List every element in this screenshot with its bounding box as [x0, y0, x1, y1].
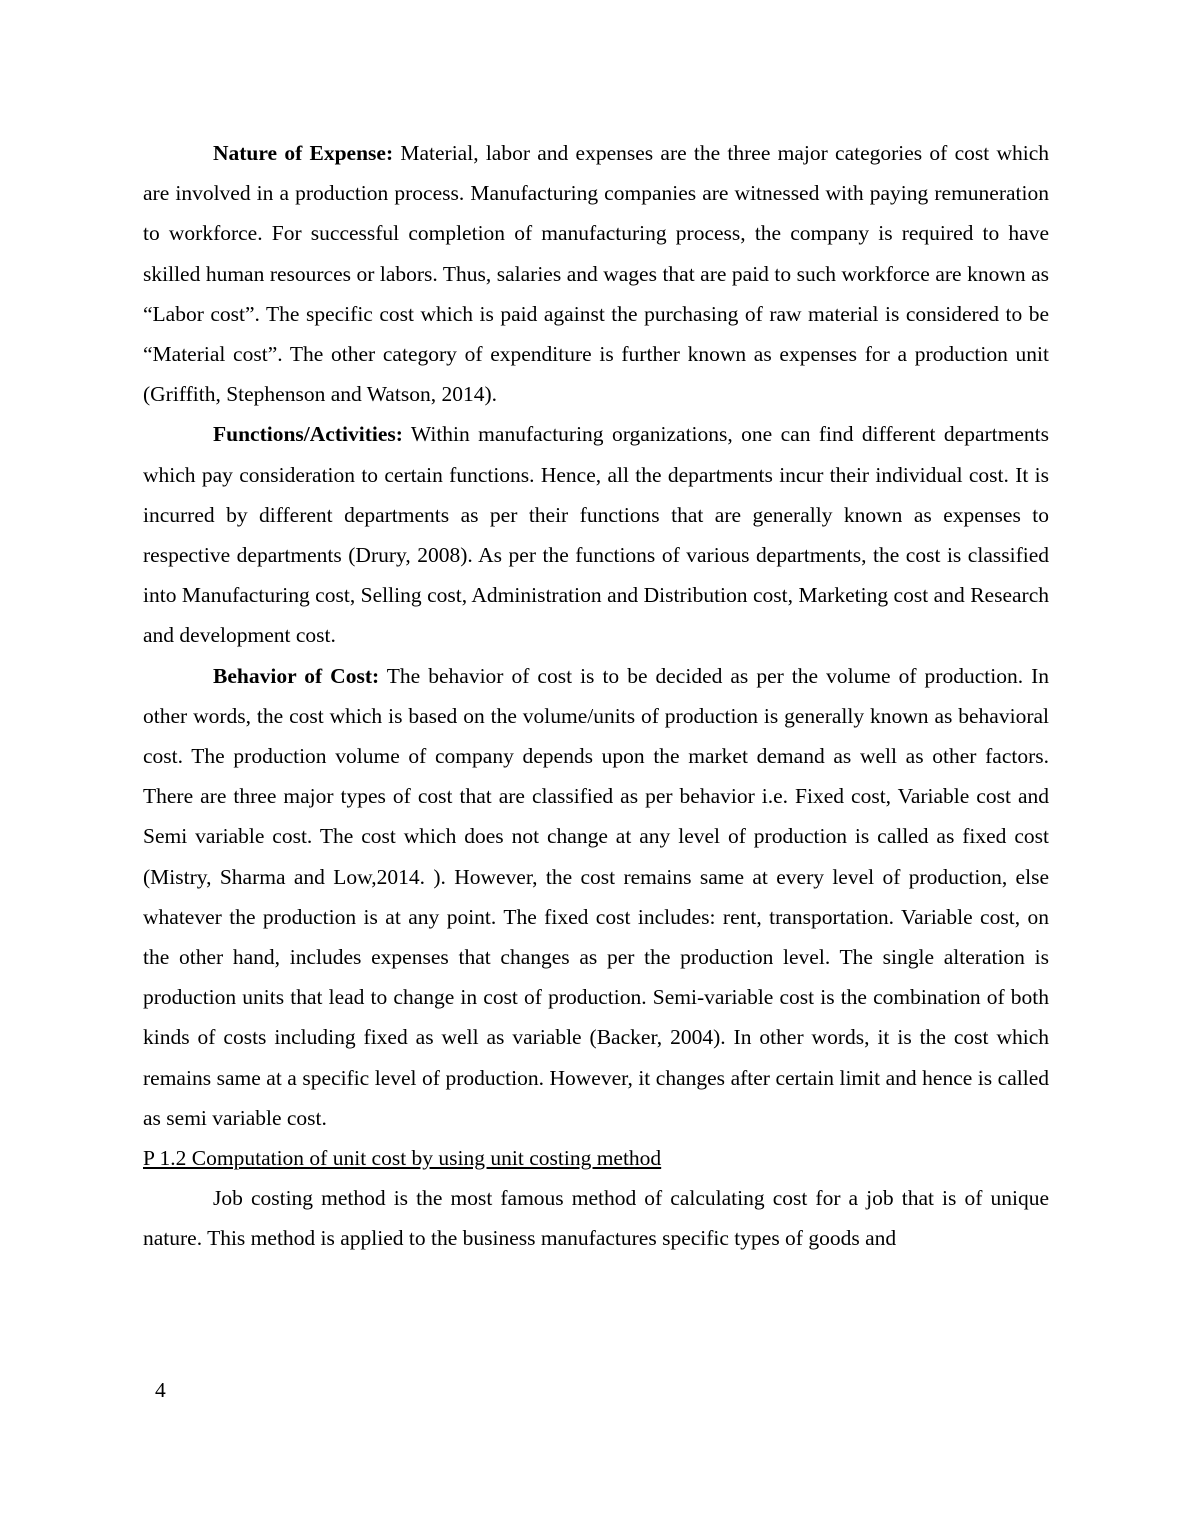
paragraph-nature-of-expense [143, 133, 1049, 414]
paragraph-text: Within manufacturing organizations, one can find different departments which pay consideration to certain functions. Hence, all the departments incur their individual cost. It is incurred by different departments as per their functions that are generally known as expenses to respective departments (Drury, 2008). As per the functions of various departments, the cost is classified into Manufacturing cost, Selling cost, Administration and Distribution cost, Marketing cost and Research and development cost. [143, 422, 1049, 648]
paragraph-lead: Behavior of Cost: [213, 663, 380, 688]
page-number: 4 [155, 1378, 166, 1402]
paragraph-text: Material, labor and expenses are the three major categories of cost which are involved in a production process. Manufacturing companies are witnessed with paying remuneration to workforce. For successful completion of manufacturing process, the company is required to have skilled human resources or labors. Thus, salaries and wages that are paid to such workforce are known as “Labor cost”. The specific cost which is paid against the purchasing of raw material is considered to be “Material cost”. The other category of expenditure is further known as expenses for a production unit (Griffith, Stephenson and Watson, 2014). [143, 141, 1050, 407]
paragraph-lead: Functions/Activities: [213, 422, 403, 447]
paragraph-behavior-of-cost [143, 656, 1049, 1138]
document-body [143, 133, 1049, 1259]
paragraph-functions-activities [143, 414, 1049, 655]
paragraph-text: The behavior of cost is to be decided as per the volume of production. In other words, the cost which is based on the volume/units of production is generally known as behavioral cost. The production volume of company depends upon the market demand as well as other factors. There are three major types of cost that are classified as per behavior i.e. Fixed cost, Variable cost and Semi variable cost. The cost which does not change at any level of production is called as fixed cost (Mistry, Sharma and Low,2014. ). However, the cost remains same at every level of production, else whatever the production is at any point. The fixed cost includes: rent, transportation. Variable cost, on the other hand, includes expenses that changes as per the production level. The single alteration is production units that lead to change in cost of production. Semi-variable cost is the combination of both kinds of costs including fixed as well as variable (Backer, 2004). In other words, it is the cost which remains same at a specific level of production. However, it changes after certain limit and hence is called as semi variable cost. [143, 663, 1050, 1130]
paragraph-lead: Nature of Expense: [213, 141, 394, 165]
paragraph-job-costing: Job costing method is the most famous method of calculating cost for a job that is of unique nature. This method is applied to the business manufactures specific types of goods and [143, 1186, 1049, 1251]
section-heading: P 1.2 Computation of unit cost by using unit costing method [143, 1146, 662, 1171]
